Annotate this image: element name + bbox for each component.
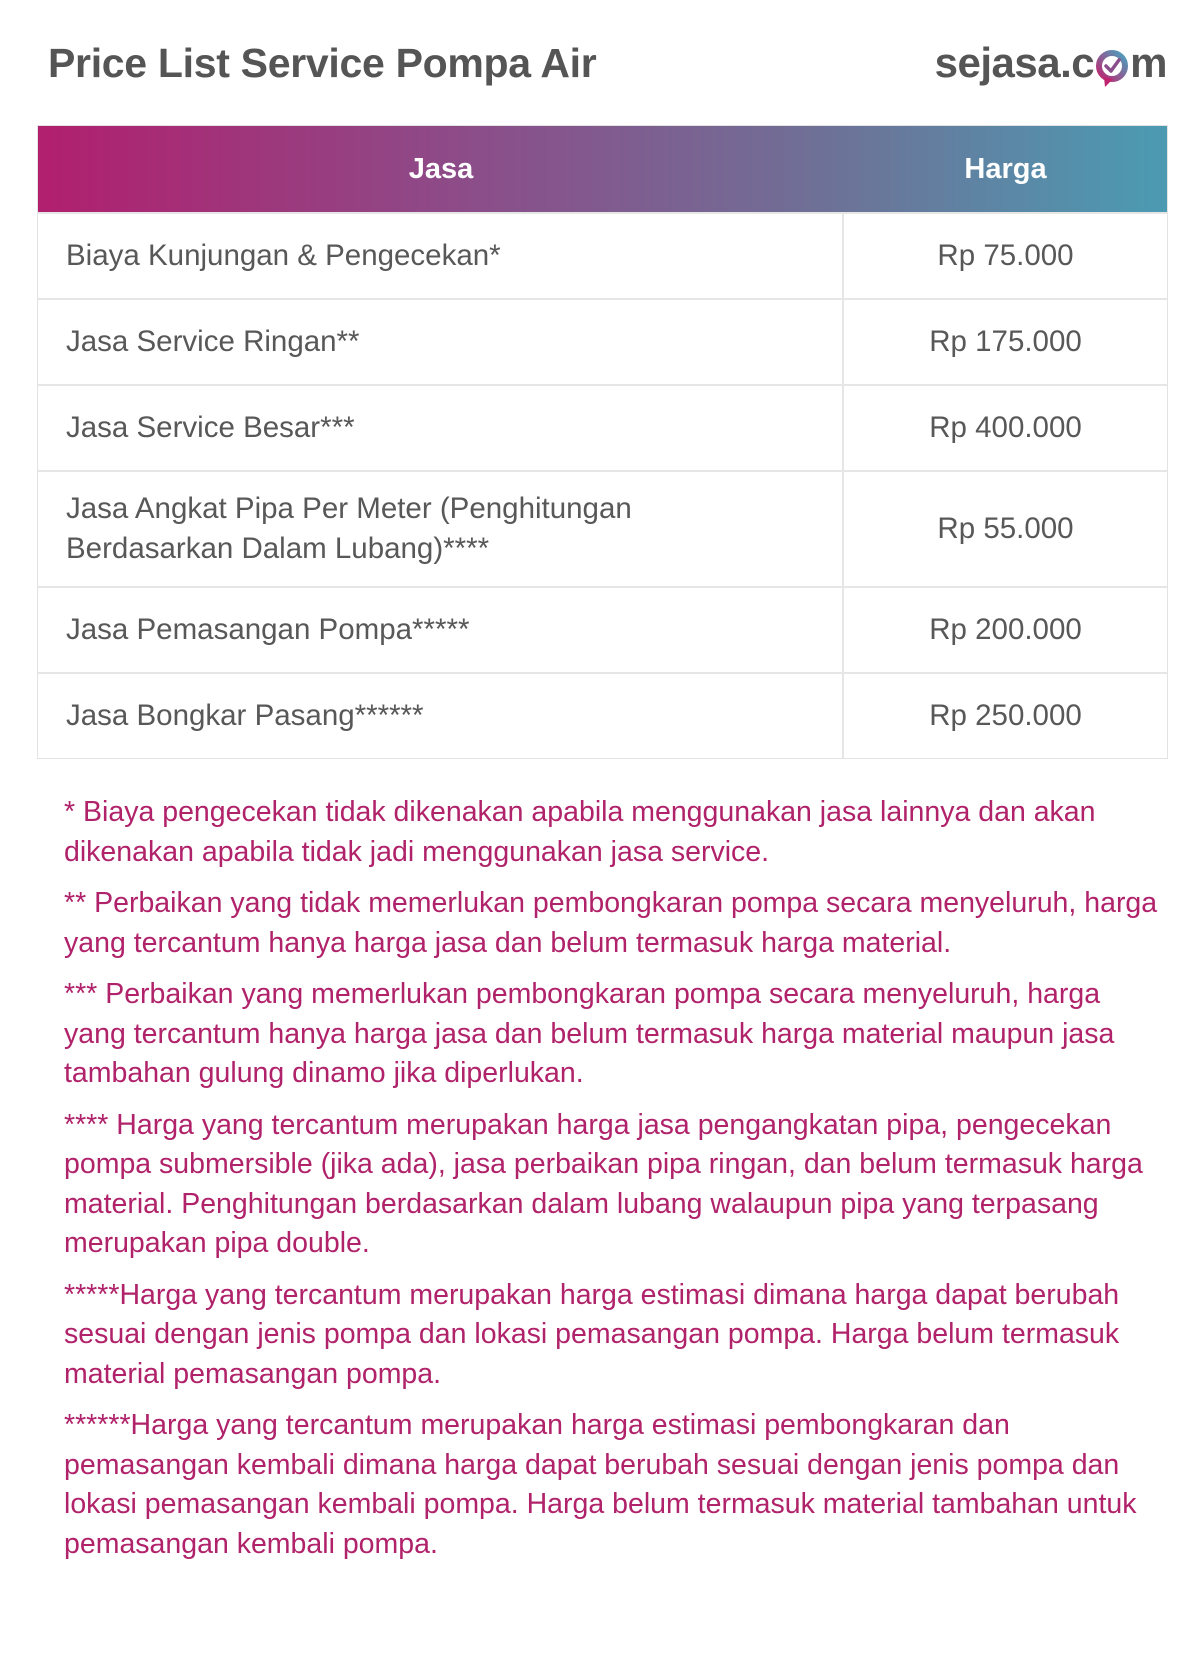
service-name: Jasa Service Besar*** (38, 386, 844, 470)
footnote-5: *****Harga yang tercantum merupakan harga estimasi dimana harga dapat berubah sesuai dengan jenis pompa dan lokasi pemasangan pompa. Harga belum termasuk material pemasangan pompa. (64, 1278, 1120, 1390)
service-name: Biaya Kunjungan & Pengecekan* (38, 214, 844, 298)
service-name: Jasa Service Ringan** (38, 300, 844, 384)
page-header (48, 36, 1167, 96)
service-name: Jasa Pemasangan Pompa***** (38, 588, 844, 672)
sejasa-logo[interactable] (935, 38, 1167, 88)
logo-text-suffix: m (1130, 39, 1167, 86)
footnote-4: **** Harga yang tercantum merupakan harga jasa pengangkatan pipa, pengecekan pompa submersible (jika ada), jasa perbaikan pipa ringan, dan belum termasuk harga material. Penghitungan berdasarkan dalam lubang walaupun pipa yang terpasang merupakan pipa double. (64, 1108, 1143, 1259)
logo-text-prefix: sejasa.c (934, 39, 1095, 86)
table-header (38, 126, 1167, 212)
footnote-3: *** Perbaikan yang memerlukan pembongkaran pompa secara menyeluruh, harga yang tercantum hanya harga jasa dan belum termasuk harga material maupun jasa tambahan gulung dinamo jika diperlukan. (64, 978, 1115, 1089)
footnote-2: ** Perbaikan yang tidak memerlukan pembongkaran pompa secara menyeluruh, harga yang tercantum hanya harga jasa dan belum termasuk harga material. (64, 887, 1158, 959)
service-price: Rp 400.000 (929, 411, 1082, 444)
price-table (37, 125, 1168, 759)
footnote-6: ******Harga yang tercantum merupakan harga estimasi pembongkaran dan pemasangan kembali dimana harga dapat berubah sesuai dengan jenis pompa dan lokasi pemasangan kembali pompa. Harga belum termasuk material tambahan untuk pemasangan kembali pompa. (64, 1409, 1137, 1560)
service-price: Rp 75.000 (937, 239, 1074, 272)
service-price: Rp 175.000 (929, 325, 1082, 358)
table-row (38, 298, 1167, 384)
check-bubble-icon (1095, 50, 1129, 84)
service-price: Rp 250.000 (929, 699, 1082, 732)
table-row (38, 212, 1167, 298)
table-row (38, 586, 1167, 672)
service-price: Rp 55.000 (937, 512, 1074, 545)
column-header-harga: Harga (964, 152, 1047, 185)
service-price: Rp 200.000 (929, 613, 1082, 646)
service-name: Jasa Bongkar Pasang****** (38, 674, 844, 758)
column-header-jasa: Jasa (408, 152, 474, 185)
table-row (38, 470, 1167, 586)
footnote-1: * Biaya pengecekan tidak dikenakan apabila menggunakan jasa lainnya dan akan dikenakan apabila tidak jadi menggunakan jasa service. (64, 796, 1096, 868)
page-title: Price List Service Pompa Air (48, 40, 597, 86)
table-row (38, 384, 1167, 470)
service-name: Jasa Angkat Pipa Per Meter (Penghitungan Berdasarkan Dalam Lubang)**** (38, 472, 844, 586)
table-row (38, 672, 1167, 758)
footnotes (64, 793, 1164, 1576)
